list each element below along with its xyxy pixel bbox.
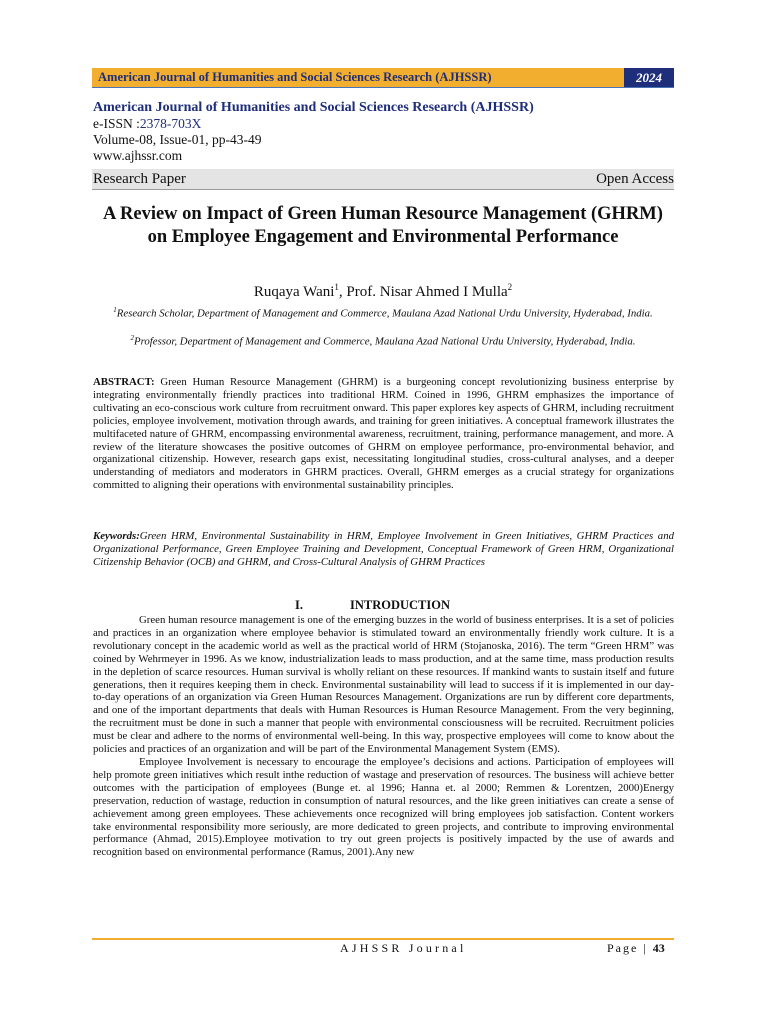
author-2: Prof. Nisar Ahmed I Mulla [346, 284, 508, 300]
footer-page-label: Page | [607, 941, 653, 955]
body-text [93, 614, 674, 859]
masthead [93, 100, 534, 164]
abstract-text: Green Human Resource Management (GHRM) is a burgeoning concept revolutionizing business enterprise by integrating environmentally friendly practices into traditional HRM. Coined in 1996, GHRM emphasizes the importance of cultivating an eco-conscious work culture from recruitment onward. This paper explores key aspects of GHRM, including recruitment policies, employee involvement, motivation through awards, and training for green initiatives. A conceptual framework illustrates the multifaceted nature of GHRM, encompassing environmental awareness, recruitment, training, performance management, and more. A review of the literature showcases the positive outcomes of GHRM on employee performance, pro-environmental behavior, and organizational citizenship. However, research gaps exist, necessitating longitudinal studies, cross-cultural analyses, and a deeper understanding of mediators and moderators in GHRM practices. Overall, GHRM emerges as a crucial strategy for organizations committed to aligning their operations with environmental sustainability principles. [93, 376, 674, 492]
keywords-label: Keywords: [93, 530, 140, 542]
masthead-journal: American Journal of Humanities and Social Sciences Research (AJHSSR) [93, 100, 534, 115]
keywords-text: Green HRM, Environmental Sustainability in HRM, Employee Involvement in Green Initiatives, GHRM Practices and Organizational Performance, Green Employee Training and Development, Conceptual Framework of Green HRM, Organizational Citizenship Behavior (OCB) and GHRM, and Cross-Cultural Analysis of GHRM Practices [93, 530, 674, 568]
issn-line [93, 116, 534, 132]
access-type: Open Access [596, 171, 674, 187]
running-header-year: 2024 [624, 68, 674, 87]
author-2-sup: 2 [507, 282, 513, 292]
issn-value: 2378-703X [139, 116, 202, 131]
affiliation-2 [92, 332, 674, 349]
keywords [93, 530, 674, 569]
volume-line: Volume-08, Issue-01, pp-43-49 [93, 132, 262, 147]
running-header [92, 68, 674, 88]
paper-type: Research Paper [93, 171, 186, 187]
author-sep: , [338, 284, 347, 300]
section-title: INTRODUCTION [350, 598, 451, 612]
affiliation-1 [92, 304, 674, 321]
abstract [93, 376, 674, 492]
author-1-sup: 1 [334, 282, 339, 292]
issn-label: e-ISSN : [93, 116, 140, 131]
website-line: www.ajhssr.com [93, 148, 183, 163]
footer-page [607, 941, 665, 956]
affiliation-1-sup: 1 [113, 306, 117, 314]
affiliation-2-sup: 2 [130, 334, 134, 342]
abstract-label: ABSTRACT: [93, 376, 155, 388]
footer-journal: AJHSSR Journal [340, 941, 467, 955]
paragraph-1: Green human resource management is one of the emerging buzzes in the world of business enterprises. It is a set of policies and practices in an organization where employee behavior is stimulated toward an environmentally friendly work culture. It is a revolutionary concept in the academic world as well as the practical world of HRM (Stojanoska, 2016). The term “Green HRM” was coined by Wehrmeyer in 1996. As we know, industrialization leads to mass production, and at the same time, mass production results in the depletion of scarce resources. Human survival is wholly reliant on these resources. If mankind wants to sustain itself and future generations, then it requires keeping them in check. Environmental sustainability will lead to success if it is implemented in our day-to-day operations of an organization via Green Human Resources Management. Organizations are run by different core departments, and one of the important departments that deals with Human Resources is Human Resource Management. From the very beginning, the recruitment must be done in such a manner that people with environmental consciousness will be recruited. Recruitment policies must be clear and adhere to the norms of environmental well-being. In this way, prospective employees will come to know about the policies and practices of an organization and will be part of the Environmental Management System (EMS). [93, 614, 674, 756]
author-1: Ruqaya Wani [253, 284, 335, 300]
paper-title: A Review on Impact of Green Human Resource Management (GHRM) on Employee Engagement and Environmental Performance [103, 204, 663, 247]
affiliation-1-text: Research Scholar, Department of Management and Commerce, Maulana Azad National Urdu University, Hyderabad, India. [116, 307, 653, 320]
footer-page-number: 43 [652, 941, 665, 955]
section-number: I. [295, 598, 303, 612]
author-line [92, 282, 674, 301]
paper-type-bar [92, 169, 674, 190]
paragraph-2: Employee Involvement is necessary to encourage the employee’s decisions and actions. Participation of employees will help promote green initiatives which result inthe reduction of wastage and preservation of resources. The business will achieve better outcomes with the participation of employees (Bunge et. al 1996; Hanna et. al 2000; Remmen & Lorentzen, 2000)Energy preservation, reduction of wastage, reduction in consumption of natural resources, and the like green initiatives can create a sense of achievement among green employees. These achievements once recognized will bring employees job satisfaction. Content workers take environmental responsibility more seriously, are more dedicated to green projects, and contribute to improving environmental performance (Ahmad, 2015).Employee motivation to try out green projects is positively impacted by the use of awards and recognition based on environmental performance (Ramus, 2001).Any new [93, 755, 674, 859]
footer-rule [92, 938, 674, 940]
running-header-journal: American Journal of Humanities and Social Sciences Research (AJHSSR) [98, 70, 492, 84]
affiliation-2-text: Professor, Department of Management and Commerce, Maulana Azad National Urdu University, Hyderabad, India. [133, 335, 636, 348]
